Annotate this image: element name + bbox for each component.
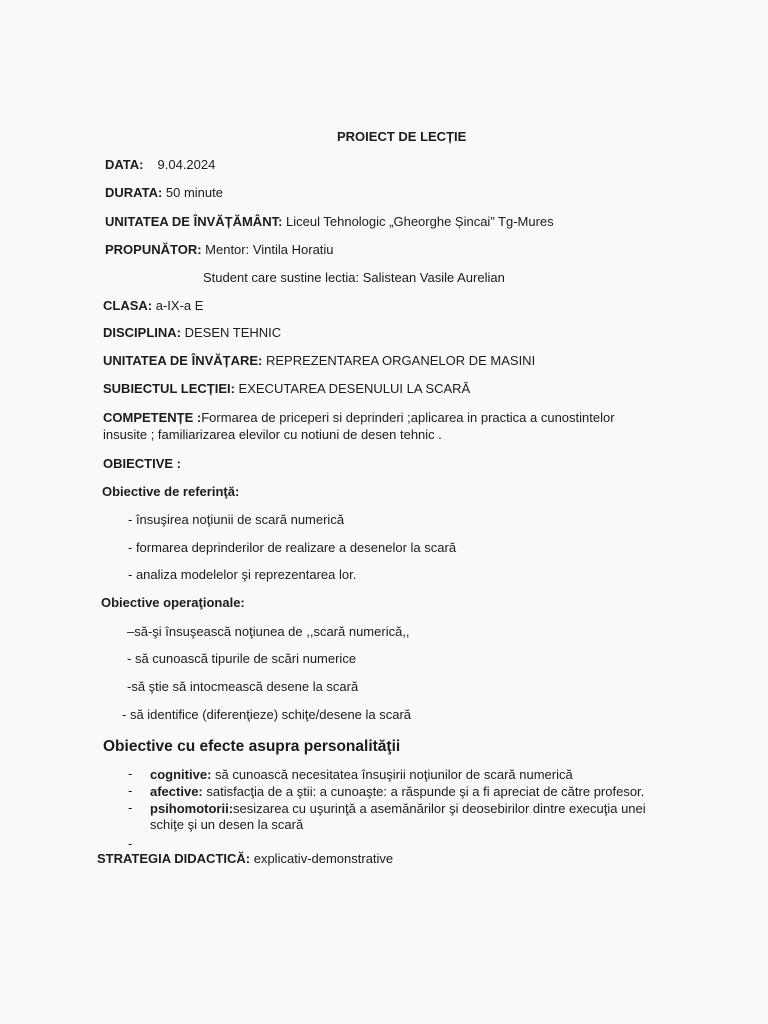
operationale-item: - să cunoască tipurile de scări numerice xyxy=(127,651,357,666)
item-text: să cunoască necesitatea însuşirii noţiunilor de scară numerică xyxy=(211,767,573,782)
referinta-heading: Obiective de referinţă: xyxy=(102,484,240,499)
field-label: UNITATEA DE ÎNVĂȚARE: xyxy=(103,353,263,368)
document-title: PROIECT DE LECȚIE xyxy=(337,129,467,144)
field-unitatea-invatamant xyxy=(105,214,554,230)
field-label: SUBIECTUL LECȚIEI: xyxy=(103,381,235,396)
item-label: afective: xyxy=(150,784,203,799)
item-text: satisfacţia de a ştii: a cunoaşte: a răspunde şi a fi apreciat de către profesor. xyxy=(202,784,645,799)
field-disciplina xyxy=(103,325,281,341)
item-label: cognitive: xyxy=(150,767,212,782)
field-value: a-IX-a E xyxy=(152,298,204,313)
objectives-heading: OBIECTIVE : xyxy=(103,456,182,471)
field-label: COMPETENȚE : xyxy=(103,410,202,425)
field-label: DURATA: xyxy=(105,185,163,200)
operationale-item: -să ştie să intocmească desene la scară xyxy=(127,679,359,694)
bullet-dash: - xyxy=(128,836,133,851)
field-data xyxy=(105,157,215,173)
operationale-item: - să identifice (diferenţieze) schiţe/desene la scară xyxy=(122,707,412,722)
field-label: STRATEGIA DIDACTICĂ: xyxy=(97,851,251,866)
field-subiectul xyxy=(103,381,470,397)
competente-text: Formarea de priceperi si deprinderi ;aplicarea in practica a cunostintelor xyxy=(201,410,615,425)
operationale-heading: Obiective operaţionale: xyxy=(101,595,245,610)
referinta-item: - analiza modelelor şi reprezentarea lor. xyxy=(128,567,357,582)
field-propunator xyxy=(105,242,334,258)
field-value: Mentor: Vintila Horatiu xyxy=(201,242,334,257)
operationale-item: –să-şi însuşească noţiunea de ,,scară numerică,, xyxy=(127,624,410,639)
referinta-item: - formarea deprinderilor de realizare a desenelor la scară xyxy=(128,540,457,555)
field-clasa xyxy=(103,298,203,314)
personalitate-heading: Obiective cu efecte asupra personalităţii xyxy=(103,738,401,755)
field-value: EXECUTAREA DESENULUI LA SCARĂ xyxy=(234,381,471,396)
personalitate-text xyxy=(150,783,680,800)
field-label: PROPUNĂTOR: xyxy=(105,242,202,257)
student-line: Student care sustine lectia: Salistean Vasile Aurelian xyxy=(203,270,505,285)
field-value: DESEN TEHNIC xyxy=(181,325,282,340)
referinta-item: - însuşirea noţiunii de scară numerică xyxy=(128,512,345,527)
personalitate-text xyxy=(150,766,680,783)
field-value: Liceul Tehnologic „Gheorghe Șincai” Tg-Mures xyxy=(282,214,554,229)
bullet-dash: - xyxy=(128,783,133,798)
personalitate-text xyxy=(150,800,680,817)
field-value: explicativ-demonstrative xyxy=(250,851,394,866)
personalitate-text-continued: schiţe şi un desen la scară xyxy=(150,817,304,832)
item-label: psihomotorii: xyxy=(150,801,234,816)
competente-paragraph xyxy=(103,409,715,443)
bullet-dash: - xyxy=(128,800,133,815)
competente-text-continued: insusite ; familiarizarea elevilor cu notiuni de desen tehnic . xyxy=(103,427,442,442)
field-label: CLASA: xyxy=(103,298,153,313)
field-label: DISCIPLINA: xyxy=(103,325,181,340)
field-durata xyxy=(105,185,223,201)
field-strategia xyxy=(97,851,393,867)
field-value: REPREZENTAREA ORGANELOR DE MASINI xyxy=(262,353,536,368)
field-unitatea-invatare xyxy=(103,353,535,369)
bullet-dash: - xyxy=(128,766,133,781)
field-label: DATA: xyxy=(105,157,144,172)
item-text: sesizarea cu uşurinţă a asemănărilor şi deosebirilor dintre execuţia unei xyxy=(233,801,646,816)
field-label: UNITATEA DE ÎNVĂȚĂMÂNT: xyxy=(105,214,283,229)
field-value: 9.04.2024 xyxy=(157,157,216,172)
field-value: 50 minute xyxy=(162,185,223,200)
